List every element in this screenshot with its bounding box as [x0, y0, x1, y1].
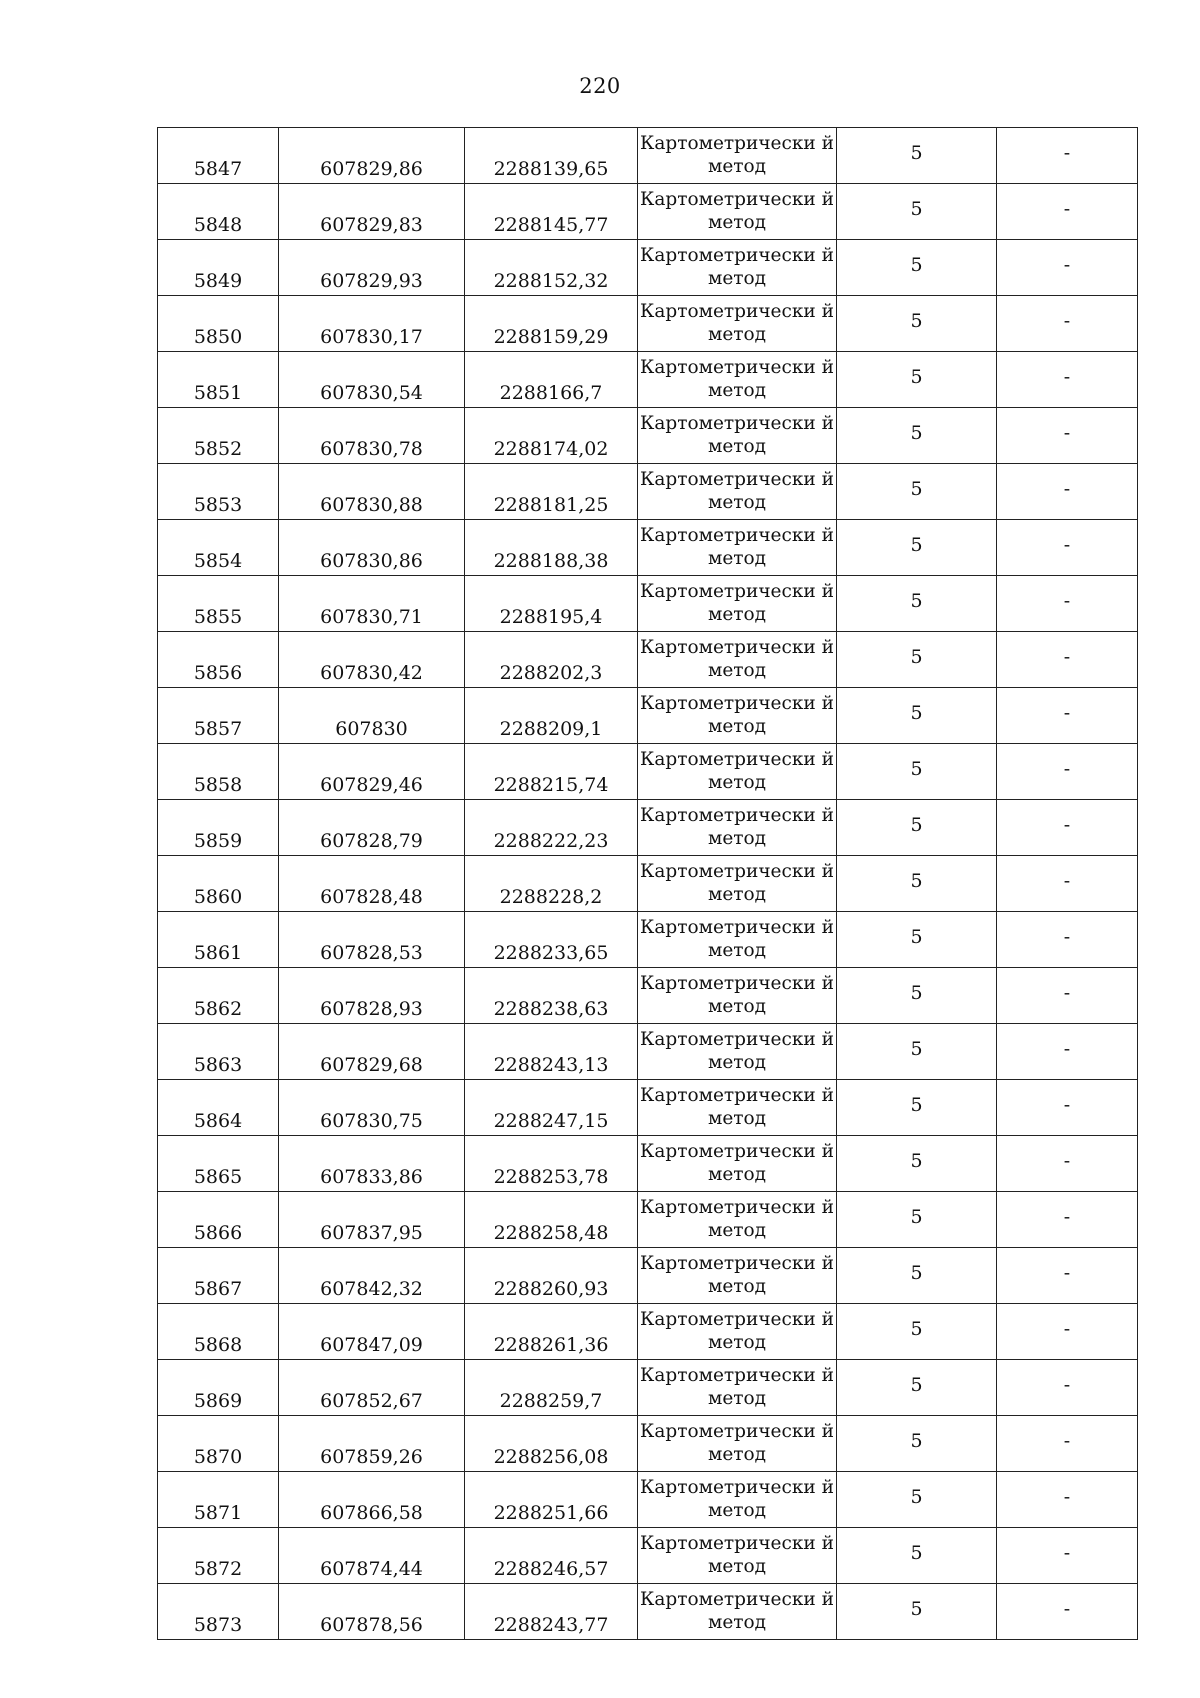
precision-cell: 5	[837, 1248, 997, 1304]
point-number-cell: 5859	[158, 800, 279, 856]
y-coordinate-cell: 2288145,77	[465, 184, 638, 240]
method-cell: Картометрически й метод	[638, 632, 837, 688]
y-coordinate-cell: 2288243,13	[465, 1024, 638, 1080]
point-number-cell: 5857	[158, 688, 279, 744]
note-cell: -	[997, 1248, 1138, 1304]
precision-cell: 5	[837, 1136, 997, 1192]
precision-cell: 5	[837, 1024, 997, 1080]
point-number-cell: 5853	[158, 464, 279, 520]
note-cell: -	[997, 1080, 1138, 1136]
point-number-cell: 5847	[158, 128, 279, 184]
point-number-cell: 5858	[158, 744, 279, 800]
precision-cell: 5	[837, 184, 997, 240]
method-cell: Картометрически й метод	[638, 912, 837, 968]
precision-cell: 5	[837, 240, 997, 296]
precision-cell: 5	[837, 912, 997, 968]
x-coordinate-cell: 607829,93	[279, 240, 465, 296]
x-coordinate-cell: 607859,26	[279, 1416, 465, 1472]
y-coordinate-cell: 2288253,78	[465, 1136, 638, 1192]
method-cell: Картометрически й метод	[638, 1136, 837, 1192]
point-number-cell: 5868	[158, 1304, 279, 1360]
y-coordinate-cell: 2288202,3	[465, 632, 638, 688]
x-coordinate-cell: 607828,93	[279, 968, 465, 1024]
note-cell: -	[997, 464, 1138, 520]
y-coordinate-cell: 2288215,74	[465, 744, 638, 800]
point-number-cell: 5851	[158, 352, 279, 408]
x-coordinate-cell: 607837,95	[279, 1192, 465, 1248]
note-cell: -	[997, 1024, 1138, 1080]
note-cell: -	[997, 856, 1138, 912]
x-coordinate-cell: 607830,54	[279, 352, 465, 408]
y-coordinate-cell: 2288222,23	[465, 800, 638, 856]
point-number-cell: 5873	[158, 1584, 279, 1640]
method-cell: Картометрически й метод	[638, 1192, 837, 1248]
precision-cell: 5	[837, 744, 997, 800]
method-cell: Картометрически й метод	[638, 1248, 837, 1304]
y-coordinate-cell: 2288174,02	[465, 408, 638, 464]
point-number-cell: 5862	[158, 968, 279, 1024]
point-number-cell: 5848	[158, 184, 279, 240]
table-row	[158, 688, 1138, 744]
precision-cell: 5	[837, 1584, 997, 1640]
y-coordinate-cell: 2288258,48	[465, 1192, 638, 1248]
table-row	[158, 632, 1138, 688]
x-coordinate-cell: 607828,53	[279, 912, 465, 968]
y-coordinate-cell: 2288233,65	[465, 912, 638, 968]
precision-cell: 5	[837, 520, 997, 576]
x-coordinate-cell: 607829,46	[279, 744, 465, 800]
method-cell: Картометрически й метод	[638, 408, 837, 464]
note-cell: -	[997, 240, 1138, 296]
method-cell: Картометрически й метод	[638, 576, 837, 632]
method-cell: Картометрически й метод	[638, 1416, 837, 1472]
precision-cell: 5	[837, 128, 997, 184]
note-cell: -	[997, 688, 1138, 744]
note-cell: -	[997, 1360, 1138, 1416]
method-cell: Картометрически й метод	[638, 296, 837, 352]
point-number-cell: 5860	[158, 856, 279, 912]
precision-cell: 5	[837, 1192, 997, 1248]
y-coordinate-cell: 2288261,36	[465, 1304, 638, 1360]
precision-cell: 5	[837, 1416, 997, 1472]
method-cell: Картометрически й метод	[638, 688, 837, 744]
table-row	[158, 1024, 1138, 1080]
y-coordinate-cell: 2288259,7	[465, 1360, 638, 1416]
precision-cell: 5	[837, 1360, 997, 1416]
x-coordinate-cell: 607866,58	[279, 1472, 465, 1528]
point-number-cell: 5865	[158, 1136, 279, 1192]
table-row	[158, 408, 1138, 464]
note-cell: -	[997, 968, 1138, 1024]
table-row	[158, 1360, 1138, 1416]
note-cell: -	[997, 1304, 1138, 1360]
precision-cell: 5	[837, 576, 997, 632]
x-coordinate-cell: 607874,44	[279, 1528, 465, 1584]
table-row	[158, 128, 1138, 184]
point-number-cell: 5852	[158, 408, 279, 464]
table-row	[158, 352, 1138, 408]
precision-cell: 5	[837, 1080, 997, 1136]
table-row	[158, 800, 1138, 856]
x-coordinate-cell: 607878,56	[279, 1584, 465, 1640]
y-coordinate-cell: 2288152,32	[465, 240, 638, 296]
x-coordinate-cell: 607829,83	[279, 184, 465, 240]
x-coordinate-cell: 607829,86	[279, 128, 465, 184]
table-row	[158, 184, 1138, 240]
point-number-cell: 5867	[158, 1248, 279, 1304]
table-row	[158, 1080, 1138, 1136]
note-cell: -	[997, 1528, 1138, 1584]
x-coordinate-cell: 607830,78	[279, 408, 465, 464]
table-row	[158, 1304, 1138, 1360]
note-cell: -	[997, 1584, 1138, 1640]
x-coordinate-cell: 607852,67	[279, 1360, 465, 1416]
method-cell: Картометрически й метод	[638, 856, 837, 912]
point-number-cell: 5861	[158, 912, 279, 968]
precision-cell: 5	[837, 856, 997, 912]
note-cell: -	[997, 744, 1138, 800]
point-number-cell: 5850	[158, 296, 279, 352]
precision-cell: 5	[837, 1472, 997, 1528]
note-cell: -	[997, 1192, 1138, 1248]
method-cell: Картометрически й метод	[638, 184, 837, 240]
x-coordinate-cell: 607830,88	[279, 464, 465, 520]
coordinates-table	[157, 127, 1138, 1640]
method-cell: Картометрически й метод	[638, 352, 837, 408]
note-cell: -	[997, 520, 1138, 576]
table-row	[158, 1472, 1138, 1528]
note-cell: -	[997, 1416, 1138, 1472]
precision-cell: 5	[837, 800, 997, 856]
point-number-cell: 5866	[158, 1192, 279, 1248]
x-coordinate-cell: 607828,79	[279, 800, 465, 856]
method-cell: Картометрически й метод	[638, 1584, 837, 1640]
precision-cell: 5	[837, 1304, 997, 1360]
y-coordinate-cell: 2288243,77	[465, 1584, 638, 1640]
note-cell: -	[997, 184, 1138, 240]
note-cell: -	[997, 352, 1138, 408]
y-coordinate-cell: 2288181,25	[465, 464, 638, 520]
method-cell: Картометрически й метод	[638, 1304, 837, 1360]
precision-cell: 5	[837, 296, 997, 352]
x-coordinate-cell: 607847,09	[279, 1304, 465, 1360]
table-row	[158, 912, 1138, 968]
point-number-cell: 5855	[158, 576, 279, 632]
note-cell: -	[997, 128, 1138, 184]
note-cell: -	[997, 1472, 1138, 1528]
method-cell: Картометрически й метод	[638, 800, 837, 856]
point-number-cell: 5864	[158, 1080, 279, 1136]
point-number-cell: 5849	[158, 240, 279, 296]
table-row	[158, 1416, 1138, 1472]
table-row	[158, 240, 1138, 296]
table-row	[158, 576, 1138, 632]
table-row	[158, 1528, 1138, 1584]
table-row	[158, 296, 1138, 352]
x-coordinate-cell: 607830,75	[279, 1080, 465, 1136]
table-row	[158, 520, 1138, 576]
y-coordinate-cell: 2288188,38	[465, 520, 638, 576]
y-coordinate-cell: 2288251,66	[465, 1472, 638, 1528]
table-row	[158, 1248, 1138, 1304]
x-coordinate-cell: 607828,48	[279, 856, 465, 912]
note-cell: -	[997, 296, 1138, 352]
note-cell: -	[997, 632, 1138, 688]
method-cell: Картометрически й метод	[638, 1360, 837, 1416]
point-number-cell: 5869	[158, 1360, 279, 1416]
method-cell: Картометрически й метод	[638, 1024, 837, 1080]
method-cell: Картометрически й метод	[638, 744, 837, 800]
y-coordinate-cell: 2288247,15	[465, 1080, 638, 1136]
y-coordinate-cell: 2288139,65	[465, 128, 638, 184]
method-cell: Картометрически й метод	[638, 1528, 837, 1584]
precision-cell: 5	[837, 408, 997, 464]
precision-cell: 5	[837, 968, 997, 1024]
point-number-cell: 5854	[158, 520, 279, 576]
table-row	[158, 464, 1138, 520]
y-coordinate-cell: 2288260,93	[465, 1248, 638, 1304]
point-number-cell: 5863	[158, 1024, 279, 1080]
page-number: 220	[579, 74, 621, 98]
note-cell: -	[997, 912, 1138, 968]
table-body	[158, 128, 1138, 1640]
precision-cell: 5	[837, 688, 997, 744]
method-cell: Картометрически й метод	[638, 240, 837, 296]
x-coordinate-cell: 607842,32	[279, 1248, 465, 1304]
x-coordinate-cell: 607830,42	[279, 632, 465, 688]
precision-cell: 5	[837, 1528, 997, 1584]
method-cell: Картометрически й метод	[638, 968, 837, 1024]
table-row	[158, 1192, 1138, 1248]
table-row	[158, 1584, 1138, 1640]
method-cell: Картометрически й метод	[638, 1080, 837, 1136]
y-coordinate-cell: 2288195,4	[465, 576, 638, 632]
y-coordinate-cell: 2288228,2	[465, 856, 638, 912]
note-cell: -	[997, 1136, 1138, 1192]
point-number-cell: 5872	[158, 1528, 279, 1584]
y-coordinate-cell: 2288246,57	[465, 1528, 638, 1584]
table-row	[158, 968, 1138, 1024]
x-coordinate-cell: 607829,68	[279, 1024, 465, 1080]
x-coordinate-cell: 607830,86	[279, 520, 465, 576]
table-row	[158, 744, 1138, 800]
y-coordinate-cell: 2288209,1	[465, 688, 638, 744]
point-number-cell: 5870	[158, 1416, 279, 1472]
x-coordinate-cell: 607833,86	[279, 1136, 465, 1192]
y-coordinate-cell: 2288256,08	[465, 1416, 638, 1472]
method-cell: Картометрически й метод	[638, 520, 837, 576]
precision-cell: 5	[837, 352, 997, 408]
table-row	[158, 1136, 1138, 1192]
x-coordinate-cell: 607830	[279, 688, 465, 744]
point-number-cell: 5871	[158, 1472, 279, 1528]
x-coordinate-cell: 607830,71	[279, 576, 465, 632]
table-row	[158, 856, 1138, 912]
x-coordinate-cell: 607830,17	[279, 296, 465, 352]
method-cell: Картометрически й метод	[638, 1472, 837, 1528]
y-coordinate-cell: 2288159,29	[465, 296, 638, 352]
method-cell: Картометрически й метод	[638, 464, 837, 520]
precision-cell: 5	[837, 464, 997, 520]
y-coordinate-cell: 2288166,7	[465, 352, 638, 408]
point-number-cell: 5856	[158, 632, 279, 688]
note-cell: -	[997, 576, 1138, 632]
y-coordinate-cell: 2288238,63	[465, 968, 638, 1024]
note-cell: -	[997, 800, 1138, 856]
method-cell: Картометрически й метод	[638, 128, 837, 184]
note-cell: -	[997, 408, 1138, 464]
precision-cell: 5	[837, 632, 997, 688]
